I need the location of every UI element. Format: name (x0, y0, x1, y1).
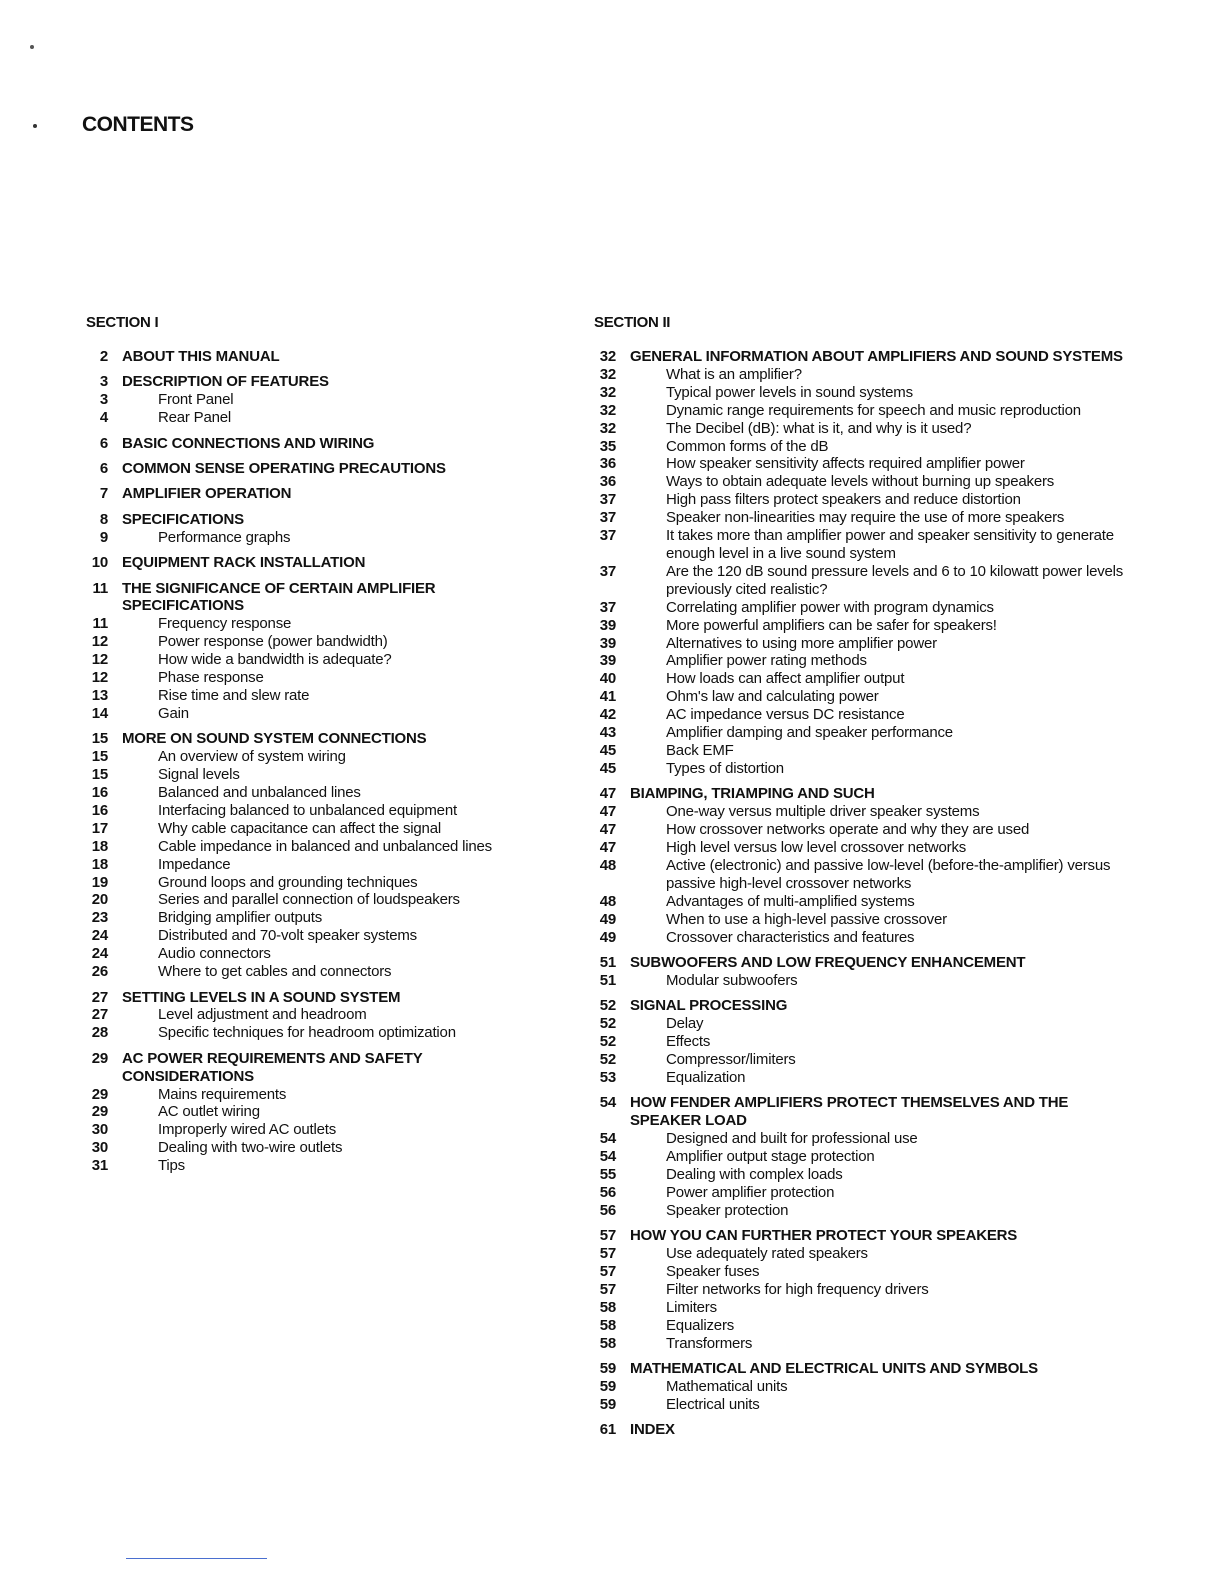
toc-entry-title: AC POWER REQUIREMENTS AND SAFETY CONSIDERATIONS (122, 1049, 423, 1085)
toc-subentry[interactable] (594, 635, 1134, 653)
toc-entry-title: How wide a bandwidth is adequate? (158, 651, 392, 669)
toc-subentry[interactable] (594, 1069, 1134, 1087)
toc-subentry[interactable] (86, 669, 556, 687)
toc-page-number: 15 (91, 730, 108, 748)
toc-subentry[interactable] (594, 760, 1134, 778)
toc-subentry[interactable] (594, 1378, 1134, 1396)
toc-subentry[interactable] (86, 615, 556, 633)
toc-entry-title: Transformers (666, 1334, 753, 1352)
section-2-heading: SECTION II (594, 314, 671, 331)
toc-page-number: 15 (91, 766, 108, 784)
toc-page-number: 16 (91, 784, 108, 802)
toc-subentry[interactable] (86, 651, 556, 669)
toc-subentry[interactable] (86, 909, 556, 927)
toc-subentry[interactable] (594, 455, 1134, 473)
toc-page-number: 32 (599, 365, 616, 383)
toc-page-number: 24 (91, 927, 108, 945)
toc-subentry[interactable] (86, 1006, 556, 1024)
toc-subentry[interactable] (594, 1202, 1134, 1220)
toc-entry-title: Front Panel (158, 391, 234, 409)
toc-entry-title: Improperly wired AC outlets (158, 1121, 337, 1139)
toc-page-number: 52 (599, 1050, 616, 1068)
toc-page-number: 6 (99, 460, 108, 478)
toc-page-number: 29 (91, 1085, 108, 1103)
toc-page-number: 37 (599, 509, 616, 527)
toc-page-number: 53 (599, 1068, 616, 1086)
toc-entry-title: Amplifier power rating methods (666, 652, 867, 670)
toc-page-number: 59 (599, 1359, 616, 1377)
toc-page-number: 10 (91, 554, 108, 572)
toc-subentry[interactable] (594, 839, 1134, 857)
toc-entry-title: DESCRIPTION OF FEATURES (122, 373, 329, 391)
toc-subentry[interactable] (594, 803, 1134, 821)
toc-entry-title: SUBWOOFERS AND LOW FREQUENCY ENHANCEMENT (630, 953, 1026, 971)
toc-entry-title: Speaker protection (666, 1201, 789, 1219)
toc-entry-title: Phase response (158, 669, 264, 687)
toc-page-number: 45 (599, 759, 616, 777)
toc-page-number: 47 (599, 803, 616, 821)
toc-page-number: 48 (599, 892, 616, 910)
toc-entry-title: Amplifier output stage protection (666, 1147, 875, 1165)
toc-entry-title: MORE ON SOUND SYSTEM CONNECTIONS (122, 730, 427, 748)
toc-subentry[interactable] (594, 1184, 1134, 1202)
toc-page-number: 12 (91, 651, 108, 669)
toc-page-number: 39 (599, 634, 616, 652)
toc-chapter-entry[interactable] (594, 997, 1134, 1015)
toc-page-number: 37 (599, 527, 616, 545)
toc-page-number: 59 (599, 1395, 616, 1413)
toc-entry-title: Compressor/limiters (666, 1050, 796, 1068)
toc-page-number: 39 (599, 652, 616, 670)
toc-entry-title: Dynamic range requirements for speech and music reproduction (666, 401, 1081, 419)
toc-subentry[interactable] (86, 856, 556, 874)
toc-subentry[interactable] (594, 420, 1134, 438)
toc-page-number: 41 (599, 688, 616, 706)
toc-chapter-entry[interactable] (86, 460, 556, 478)
toc-page-number: 17 (91, 819, 108, 837)
toc-page-number: 11 (92, 579, 108, 597)
toc-entry-title: GENERAL INFORMATION ABOUT AMPLIFIERS AND SOUND SYSTEMS (630, 348, 1123, 365)
toc-entry-title: BASIC CONNECTIONS AND WIRING (122, 434, 375, 452)
toc-entry-title: Typical power levels in sound systems (666, 383, 913, 401)
toc-subentry[interactable] (594, 1263, 1134, 1281)
toc-entry-title: AC impedance versus DC resistance (666, 706, 905, 724)
toc-entry-title: Performance graphs (158, 528, 291, 546)
toc-chapter-entry[interactable] (86, 435, 556, 453)
toc-entry-title: Impedance (158, 855, 231, 873)
toc-chapter-entry[interactable] (86, 485, 556, 503)
toc-subentry[interactable] (86, 633, 556, 651)
toc-page-number: 57 (599, 1227, 616, 1245)
toc-page-number: 30 (91, 1139, 108, 1157)
toc-entry-title: Common forms of the dB (666, 437, 829, 455)
toc-subentry[interactable] (594, 1245, 1134, 1263)
toc-page-number: 36 (599, 455, 616, 473)
toc-subentry[interactable] (86, 1103, 556, 1121)
toc-page-number: 27 (91, 988, 108, 1006)
toc-subentry[interactable] (594, 1396, 1134, 1414)
toc-entry-title: Modular subwoofers (666, 971, 798, 989)
toc-page-number: 16 (91, 801, 108, 819)
toc-subentry[interactable] (86, 409, 556, 427)
toc-entry-title: Mains requirements (158, 1085, 287, 1103)
toc-subentry[interactable] (594, 491, 1134, 509)
toc-subentry[interactable] (594, 402, 1134, 420)
toc-entry-title: Rear Panel (158, 409, 232, 427)
toc-entry-title: SPECIFICATIONS (122, 510, 244, 528)
toc-entry-title: Types of distortion (666, 759, 784, 777)
toc-subentry[interactable] (594, 1051, 1134, 1069)
toc-page-number: 61 (599, 1421, 616, 1439)
toc-subentry[interactable] (594, 821, 1134, 839)
toc-entry-title: Dealing with two-wire outlets (158, 1139, 343, 1157)
toc-subentry[interactable] (594, 911, 1134, 929)
toc-page-number: 6 (99, 434, 108, 452)
toc-entry-title: Electrical units (666, 1395, 760, 1413)
toc-subentry[interactable] (594, 438, 1134, 456)
toc-chapter-entry[interactable] (86, 511, 556, 529)
toc-subentry[interactable] (594, 670, 1134, 688)
toc-chapter-entry[interactable] (86, 989, 556, 1007)
footer-rule (126, 1558, 267, 1559)
toc-entry-title: Alternatives to using more amplifier power (666, 634, 937, 652)
toc-subentry[interactable] (86, 838, 556, 856)
toc-chapter-entry[interactable] (86, 580, 556, 616)
toc-subentry[interactable] (594, 473, 1134, 491)
toc-page-number: 29 (91, 1049, 108, 1067)
toc-chapter-entry[interactable] (594, 1360, 1134, 1378)
toc-entry-title: Effects (666, 1033, 711, 1051)
toc-entry-title: HOW YOU CAN FURTHER PROTECT YOUR SPEAKERS (630, 1227, 1018, 1245)
toc-entry-title: BIAMPING, TRIAMPING AND SUCH (630, 785, 875, 803)
toc-entry-title: Advantages of multi-amplified systems (666, 892, 915, 910)
toc-subentry[interactable] (594, 1281, 1134, 1299)
toc-subentry[interactable] (594, 563, 1134, 599)
toc-page-number: 28 (91, 1024, 108, 1042)
toc-subentry[interactable] (86, 705, 556, 723)
toc-subentry[interactable] (86, 766, 556, 784)
toc-subentry[interactable] (594, 742, 1134, 760)
toc-chapter-entry[interactable] (86, 730, 556, 748)
toc-page-number: 32 (599, 401, 616, 419)
toc-entry-title: Mathematical units (666, 1377, 788, 1395)
toc-entry-title: Amplifier damping and speaker performance (666, 724, 953, 742)
toc-page-number: 47 (599, 821, 616, 839)
toc-subentry[interactable] (594, 929, 1134, 947)
toc-entry-title: Why cable capacitance can affect the signal (158, 819, 441, 837)
toc-chapter-entry[interactable] (594, 1094, 1134, 1130)
toc-entry-title: How loads can affect amplifier output (666, 670, 905, 688)
toc-page-number: 51 (599, 953, 616, 971)
toc-entry-title: How speaker sensitivity affects required amplifier power (666, 455, 1025, 473)
toc-subentry[interactable] (594, 1015, 1134, 1033)
toc-entry-title: Dealing with complex loads (666, 1165, 843, 1183)
toc-page-number: 42 (599, 706, 616, 724)
toc-entry-title: Balanced and unbalanced lines (158, 784, 361, 802)
toc-subentry[interactable] (86, 1157, 556, 1175)
toc-entry-title: Ways to obtain adequate levels without burning up speakers (666, 473, 1055, 491)
toc-page-number: 49 (599, 928, 616, 946)
toc-page-number: 49 (599, 910, 616, 928)
toc-page-number: 48 (599, 856, 616, 874)
toc-entry-title: Crossover characteristics and features (666, 928, 915, 946)
toc-entry-title: Limiters (666, 1298, 717, 1316)
toc-page-number: 40 (599, 670, 616, 688)
toc-entry-title: ABOUT THIS MANUAL (122, 348, 280, 365)
toc-entry-title: Equalization (666, 1068, 746, 1086)
toc-entry-title: Interfacing balanced to unbalanced equipment (158, 801, 457, 819)
toc-page-number: 58 (599, 1316, 616, 1334)
toc-page-number: 32 (599, 348, 616, 365)
toc-entry-title: Equalizers (666, 1316, 735, 1334)
section-2-column (594, 314, 1134, 1439)
toc-page-number: 57 (599, 1245, 616, 1262)
toc-page-number: 30 (91, 1121, 108, 1139)
toc-page-number: 55 (599, 1165, 616, 1183)
toc-page-number: 35 (599, 437, 616, 455)
toc-subentry[interactable] (86, 891, 556, 909)
toc-page-number: 12 (91, 633, 108, 651)
toc-page-number: 14 (91, 704, 108, 722)
scan-speck (30, 45, 34, 49)
toc-subentry[interactable] (594, 599, 1134, 617)
toc-subentry[interactable] (86, 784, 556, 802)
toc-page-number: 54 (599, 1130, 616, 1148)
toc-subentry[interactable] (594, 893, 1134, 911)
toc-entry-title: Audio connectors (158, 945, 271, 963)
toc-entry-title: High level versus low level crossover networks (666, 838, 967, 856)
toc-page-number: 12 (91, 669, 108, 687)
toc-subentry[interactable] (86, 802, 556, 820)
toc-page-number: 4 (99, 409, 108, 427)
toc-entry-title: THE SIGNIFICANCE OF CERTAIN AMPLIFIER SPECIFICATIONS (122, 579, 436, 615)
toc-entry-title: Ohm's law and calculating power (666, 688, 879, 706)
toc-subentry[interactable] (86, 391, 556, 409)
toc-entry-title: High pass filters protect speakers and reduce distortion (666, 491, 1021, 509)
toc-subentry[interactable] (86, 1139, 556, 1157)
toc-entry-title: Filter networks for high frequency drivers (666, 1280, 929, 1298)
toc-page-number: 13 (91, 687, 108, 704)
toc-chapter-entry[interactable] (594, 348, 1134, 366)
toc-page-number: 11 (92, 615, 108, 633)
toc-page-number: 54 (599, 1147, 616, 1165)
toc-page-number: 24 (91, 945, 108, 963)
section-1-entries (86, 348, 556, 1175)
toc-entry-title: SIGNAL PROCESSING (630, 997, 788, 1015)
toc-page-number: 7 (99, 485, 108, 503)
toc-subentry[interactable] (594, 1317, 1134, 1335)
toc-subentry[interactable] (594, 617, 1134, 635)
toc-subentry[interactable] (594, 1033, 1134, 1051)
toc-entry-title: Designed and built for professional use (666, 1130, 918, 1148)
toc-entry-title: MATHEMATICAL AND ELECTRICAL UNITS AND SYMBOLS (630, 1359, 1038, 1377)
toc-page-number: 58 (599, 1298, 616, 1316)
toc-subentry[interactable] (86, 1086, 556, 1104)
toc-entry-title: Ground loops and grounding techniques (158, 873, 418, 891)
section-2-entries (594, 348, 1134, 1439)
toc-page-number: 51 (599, 971, 616, 989)
toc-entry-title: Cable impedance in balanced and unbalanced lines (158, 837, 492, 855)
toc-page-number: 39 (599, 616, 616, 634)
toc-subentry[interactable] (594, 1299, 1134, 1317)
toc-entry-title: When to use a high-level passive crossover (666, 910, 947, 928)
toc-page-number: 20 (91, 891, 108, 909)
toc-subentry[interactable] (594, 652, 1134, 670)
toc-page-number: 52 (599, 1033, 616, 1051)
toc-entry-title: What is an amplifier? (666, 365, 802, 383)
toc-page-number: 18 (91, 855, 108, 873)
toc-page-number: 29 (91, 1103, 108, 1121)
toc-entry-title: INDEX (630, 1421, 675, 1439)
toc-chapter-entry[interactable] (594, 954, 1134, 972)
page-title: CONTENTS (82, 113, 194, 136)
toc-page-number: 43 (599, 724, 616, 742)
toc-subentry[interactable] (86, 963, 556, 981)
toc-subentry[interactable] (86, 1121, 556, 1139)
toc-page-number: 37 (599, 562, 616, 580)
toc-subentry[interactable] (594, 724, 1134, 742)
bullet-mark (33, 124, 37, 128)
toc-page-number: 3 (99, 391, 108, 409)
toc-subentry[interactable] (86, 927, 556, 945)
toc-subentry[interactable] (86, 820, 556, 838)
toc-entry-title: COMMON SENSE OPERATING PRECAUTIONS (122, 460, 446, 478)
toc-page-number: 23 (91, 909, 108, 927)
toc-entry-title: Rise time and slew rate (158, 687, 310, 704)
toc-page-number: 57 (599, 1280, 616, 1298)
toc-subentry[interactable] (594, 1148, 1134, 1166)
toc-subentry[interactable] (594, 509, 1134, 527)
toc-entry-title: Gain (158, 704, 189, 722)
toc-entry-title: AC outlet wiring (158, 1103, 260, 1121)
toc-page-number: 57 (599, 1262, 616, 1280)
toc-entry-title: Distributed and 70-volt speaker systems (158, 927, 417, 945)
toc-page-number: 47 (599, 838, 616, 856)
toc-entry-title: Bridging amplifier outputs (158, 909, 323, 927)
toc-subentry[interactable] (594, 972, 1134, 990)
toc-chapter-entry[interactable] (86, 1050, 556, 1086)
toc-page-number: 32 (599, 383, 616, 401)
toc-subentry[interactable] (594, 1166, 1134, 1184)
toc-subentry[interactable] (86, 748, 556, 766)
toc-chapter-entry[interactable] (86, 348, 556, 366)
toc-entry-title: EQUIPMENT RACK INSTALLATION (122, 554, 366, 572)
toc-page-number: 2 (99, 348, 108, 365)
toc-page-number: 54 (599, 1094, 616, 1112)
toc-page-number: 8 (99, 510, 108, 528)
toc-subentry[interactable] (594, 1130, 1134, 1148)
toc-entry-title: Signal levels (158, 766, 240, 784)
toc-subentry[interactable] (594, 1335, 1134, 1353)
toc-entry-title: Where to get cables and connectors (158, 963, 392, 981)
toc-entry-title: How crossover networks operate and why they are used (666, 821, 1030, 839)
toc-entry-title: Back EMF (666, 741, 734, 759)
toc-entry-title: An overview of system wiring (158, 748, 346, 766)
section-1-heading: SECTION I (86, 314, 159, 331)
toc-page-number: 52 (599, 997, 616, 1015)
toc-page-number: 9 (99, 528, 108, 546)
toc-page-number: 32 (599, 419, 616, 437)
toc-entry-title: Frequency response (158, 615, 292, 633)
toc-page-number: 52 (599, 1015, 616, 1033)
toc-page-number: 31 (91, 1157, 108, 1175)
toc-page-number: 26 (91, 963, 108, 981)
toc-entry-title: One-way versus multiple driver speaker systems (666, 803, 980, 821)
toc-entry-title: HOW FENDER AMPLIFIERS PROTECT THEMSELVES AND THE SPEAKER LOAD (630, 1094, 1069, 1130)
toc-subentry[interactable] (86, 874, 556, 892)
toc-chapter-entry[interactable] (594, 1421, 1134, 1439)
toc-subentry[interactable] (594, 527, 1134, 563)
toc-subentry[interactable] (86, 945, 556, 963)
toc-entry-title: Specific techniques for headroom optimization (158, 1024, 456, 1042)
toc-entry-title: More powerful amplifiers can be safer for speakers! (666, 616, 997, 634)
toc-page-number: 27 (91, 1006, 108, 1024)
toc-page-number: 58 (599, 1334, 616, 1352)
toc-entry-title: Power response (power bandwidth) (158, 633, 388, 651)
toc-chapter-entry[interactable] (594, 1227, 1134, 1245)
toc-entry-title: Tips (158, 1157, 185, 1175)
toc-subentry[interactable] (86, 529, 556, 547)
toc-subentry[interactable] (594, 688, 1134, 706)
toc-entry-title: Speaker fuses (666, 1262, 760, 1280)
toc-page-number: 59 (599, 1377, 616, 1395)
toc-page-number: 56 (599, 1201, 616, 1219)
toc-entry-title: AMPLIFIER OPERATION (122, 485, 292, 503)
toc-subentry[interactable] (86, 687, 556, 705)
toc-entry-title: Use adequately rated speakers (666, 1245, 868, 1262)
toc-page-number: 47 (599, 785, 616, 803)
toc-subentry[interactable] (594, 857, 1134, 893)
toc-page-number: 36 (599, 473, 616, 491)
toc-subentry[interactable] (86, 1024, 556, 1042)
toc-entry-title: Delay (666, 1015, 704, 1033)
toc-subentry[interactable] (594, 366, 1134, 384)
toc-page-number: 19 (91, 873, 108, 891)
section-1-column (86, 314, 556, 1175)
toc-entry-title: Series and parallel connection of loudspeakers (158, 891, 460, 909)
toc-chapter-entry[interactable] (594, 785, 1134, 803)
toc-page-number: 37 (599, 491, 616, 509)
toc-entry-title: Level adjustment and headroom (158, 1006, 367, 1024)
toc-page-number: 45 (599, 741, 616, 759)
toc-page-number: 15 (91, 748, 108, 766)
toc-entry-title: It takes more than amplifier power and speaker sensitivity to generate enough level in a live sound system (666, 527, 1114, 562)
toc-entry-title: Power amplifier protection (666, 1183, 835, 1201)
toc-entry-title: Active (electronic) and passive low-level (before-the-amplifier) versus passive high-level crossover networks (666, 856, 1111, 892)
toc-entry-title: Are the 120 dB sound pressure levels and 6 to 10 kilowatt power levels previously cited realistic? (666, 562, 1124, 598)
toc-page-number: 56 (599, 1183, 616, 1201)
toc-entry-title: Correlating amplifier power with program dynamics (666, 598, 994, 616)
toc-subentry[interactable] (594, 706, 1134, 724)
toc-page-number: 3 (99, 373, 108, 391)
toc-subentry[interactable] (594, 384, 1134, 402)
toc-page-number: 37 (599, 598, 616, 616)
toc-chapter-entry[interactable] (86, 373, 556, 391)
toc-chapter-entry[interactable] (86, 554, 556, 572)
toc-page-number: 18 (91, 837, 108, 855)
toc-entry-title: Speaker non-linearities may require the use of more speakers (666, 509, 1065, 527)
toc-entry-title: The Decibel (dB): what is it, and why is it used? (666, 419, 972, 437)
toc-entry-title: SETTING LEVELS IN A SOUND SYSTEM (122, 988, 401, 1006)
